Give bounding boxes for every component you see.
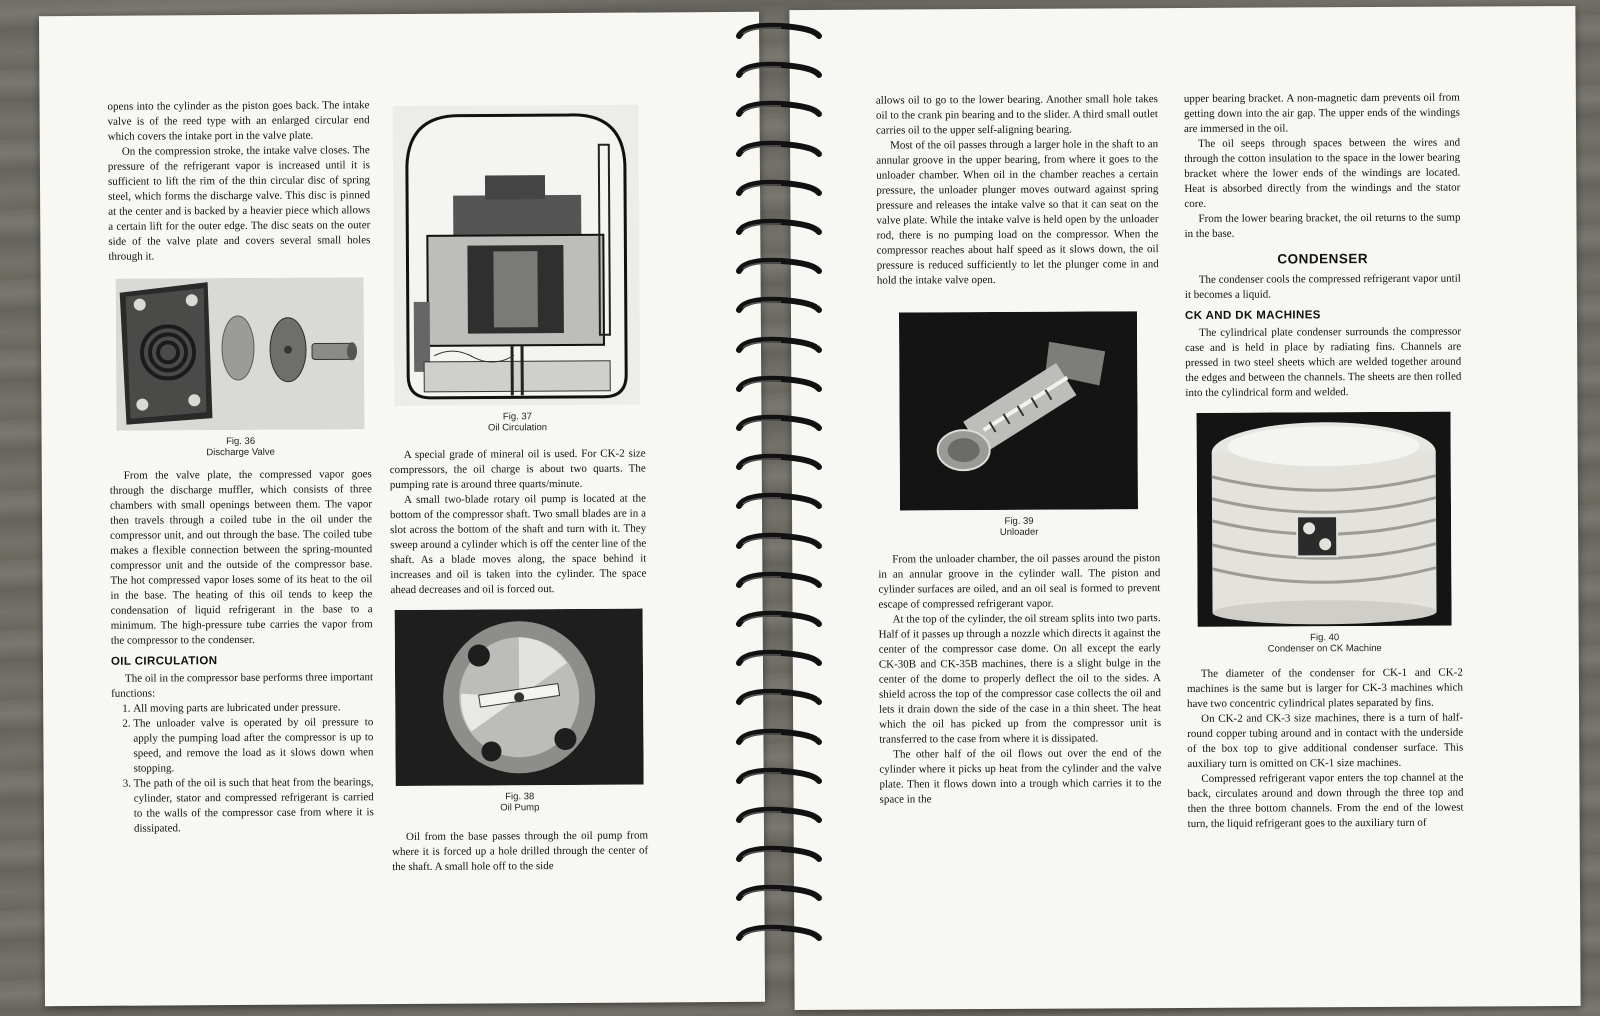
paragraph: Oil from the base passes through the oil pump from where it is forced up a hole drilled through the center of the shaft. A small hole off to the side [392,829,649,874]
paragraph: The oil seeps through spaces between the wires and through the cotton insulation to the space in the lower bearing bracket where the lower ends of the windings are located. Heat is absorbed directly from the windings and the stator core. [1184,136,1461,210]
binding-coil [735,100,825,120]
figure-40-caption [1187,632,1463,655]
binding-coil [735,688,825,708]
binding-coil [735,728,825,748]
right-column-2 [1184,91,1464,832]
list-item: 1. All moving parts are lubricated under pressure. [133,700,373,716]
binding-coil [735,610,825,630]
left-column-1 [107,98,373,837]
paragraph: On the compression stroke, the intake valve closes. The pressure of the refrigerant vapor is increased until it is sufficient to lift the rim of the thin circular disc of spring steel, which forms the discharge valve. This disc is pinned at the center and is backed by a heavier piece which allows a certain lift for the outer edge. The disc seats on the outer side of the valve plate and covers several small holes through it. [107,144,371,263]
paragraph: Compressed refrigerant vapor enters the top channel at the back, circulates around and down through the three top and then the three bottom channels. From the end of the lowest turn, the liquid refrigerant goes to the auxiliary turn of [1187,771,1464,830]
figure-title: Oil Pump [500,802,540,814]
binding-coil [735,806,825,826]
heading-oil-circulation: OIL CIRCULATION [110,655,218,668]
discharge-valve-image [116,277,365,431]
figure-39-caption [878,515,1160,538]
figure-36-caption [110,435,372,459]
figure-title: Discharge Valve [206,446,275,459]
binding-coil [735,296,825,316]
paragraph: A special grade of mineral oil is used. For CK-2 size compressors, the oil charge is about two quarts. The pumping rate is around three quarts/minute. [389,447,646,492]
figure-number: Fig. 37 [502,411,532,423]
paragraph: Most of the oil passes through a larger hole in the shaft to an annular groove in the upper bearing, from where it goes to the unloader chamber. When oil in the chamber reaches a certain pressure, the unloader plunger moves outward against spring pressure and releases the intake valve so that it can seat on the valve plate. While the intake valve is held open by the unloader rod, there is no pumping load on the compressor. When the compressor reaches about half speed as it slows down, the oil pressure is reduced sufficiently to let the plunger come in and hold the intake valve open. [876,138,1159,287]
figure-40 [1186,412,1463,655]
figure-number: Fig. 36 [226,435,256,448]
figure-36 [109,277,372,459]
binding-coil [735,336,825,356]
left-page [39,12,765,1006]
figure-title: Condenser on CK Machine [1267,642,1382,655]
paragraph: A small two-blade rotary oil pump is located at the bottom of the compressor shaft. Two small blades are in a slot across the bottom of the shaft and turn with it. They sweep around a cylinder which is off the center line of the shaft. As a blade moves along, the space behind it increases and oil is taken into the cylinder. The space ahead decreases and oil is forced out. [390,492,647,597]
binding-coil [735,845,825,865]
list-item: 3. The path of the oil is such that heat from the bearings, cylinder, stator and compressed refrigerant is carried to the walls of the compressor case from where it is dissipated. [134,775,374,836]
binding-coil [735,22,825,42]
binding-coil [735,492,825,512]
binding-coil [735,767,825,787]
figure-number: Fig. 39 [1004,515,1034,527]
spiral-binding [735,22,825,962]
binding-coil [735,453,825,473]
binding-coil [735,61,825,81]
figure-title: Oil Circulation [487,422,548,434]
paragraph: At the top of the cylinder, the oil stream splits into two parts. Half of it passes up through a nozzle which directs it against the center of the compressor case dome. On all except the early CK-30B and CK-35B machines, there is a slight bulge in the center of the dome to properly deflect the oil to the sides. A shield across the top of the compressor case collects the oil and lets it drain down the side of the case in a thin sheet. The heat which the oil has picked up from the compressor unit is transferred to the case from where it is dissipated. [878,612,1162,746]
binding-coil [735,884,825,904]
list-item: 2. The unloader valve is operated by oil pressure to apply the pumping load after the compressor is up to speed, and remove the load as it slows down when stopping. [133,715,373,776]
figure-title: Unloader [999,526,1039,538]
binding-coil [735,532,825,552]
figure-number: Fig. 38 [505,791,535,803]
paragraph: opens into the cylinder as the piston goes back. The intake valve is of the reed type with an enlarged circular end which covers the intake port in the valve plate. [107,99,370,143]
figure-38-caption [392,791,648,815]
binding-coil [735,414,825,434]
paragraph: The other half of the oil flows out over the end of the cylinder where it picks up heat from the cylinder and the valve plate. Then it flows down into a trough which carries it to the space in the [879,747,1162,806]
heading-condenser: CONDENSER [1277,251,1369,267]
figure-37 [388,105,646,435]
binding-coil [735,571,825,591]
oil-circulation-image [393,105,641,406]
paragraph: The diameter of the condenser for CK-1 and CK-2 machines is the same but is larger for CK-3 machines which have two concentric cylindrical plates separated by fins. [1186,666,1463,710]
binding-coil [735,924,825,944]
oil-pump-image [395,609,644,787]
binding-coil [735,218,825,238]
figure-number: Fig. 40 [1310,632,1340,644]
paragraph: The condenser cools the compressed refrigerant vapor until it becomes a liquid. [1184,272,1461,301]
paragraph: The cylindrical plate condenser surrounds the compressor case and is held in place by radiating fins. Channels are pressed in two steel sheets which are welded together around the edges and between the channels. The sheets are then rolled into the cylindrical form and welded. [1185,325,1462,399]
right-column-1 [876,92,1162,807]
left-column-2 [388,105,649,876]
binding-coil [735,375,825,395]
paragraph: allows oil to go to the lower bearing. Another small hole takes oil to the crank pin bearing and to the slider. A third small outlet carries oil to the upper self-aligning bearing. [875,93,1158,137]
binding-coil [735,257,825,277]
binding-coil [735,140,825,160]
condenser-image [1197,412,1452,627]
functions-list [111,700,374,837]
unloader-image [899,311,1138,510]
heading-ck-dk-machines: CK AND DK MACHINES [1184,309,1321,322]
figure-37-caption [389,411,645,435]
paragraph: From the lower bearing bracket, the oil returns to the sump in the base. [1184,211,1461,240]
figure-39 [877,311,1160,538]
paragraph: From the unloader chamber, the oil passes around the piston in an annular groove in the cylinder wall. The piston and cylinder surfaces are oiled, and an oil seal is formed to prevent escape of compressed refrigerant vapor. [878,552,1161,611]
figure-38 [391,609,648,815]
paragraph: The oil in the compressor base performs three important functions: [111,671,374,700]
paragraph: From the valve plate, the compressed vapor goes through the discharge muffler, which consists of three chambers with small openings between them. The vapor then travels through a coiled tube in the oil under the compressor unit, and out through the base. The coiled tube makes a flexible connection between the spring-mounted compressor unit and the outside of the compressor base. The hot compressed vapor loses some of its heat to the oil in the base. The heating of this oil tends to keep the condensation of liquid refrigerant in the base to a minimum. The high-pressure tube carries the vapor from the compressor to the condenser. [109,468,373,647]
right-page [789,6,1580,1010]
binding-coil [735,179,825,199]
binding-coil [735,649,825,669]
paragraph: upper bearing bracket. A non-magnetic dam prevents oil from getting down into the air gap. The upper ends of the windings are immersed in the oil. [1183,91,1460,135]
paragraph: On CK-2 and CK-3 size machines, there is a turn of half-round copper tubing around and in contact with the underside of the box top to give additional condenser surface. This auxiliary turn is omitted on CK-1 size machines. [1187,711,1464,770]
